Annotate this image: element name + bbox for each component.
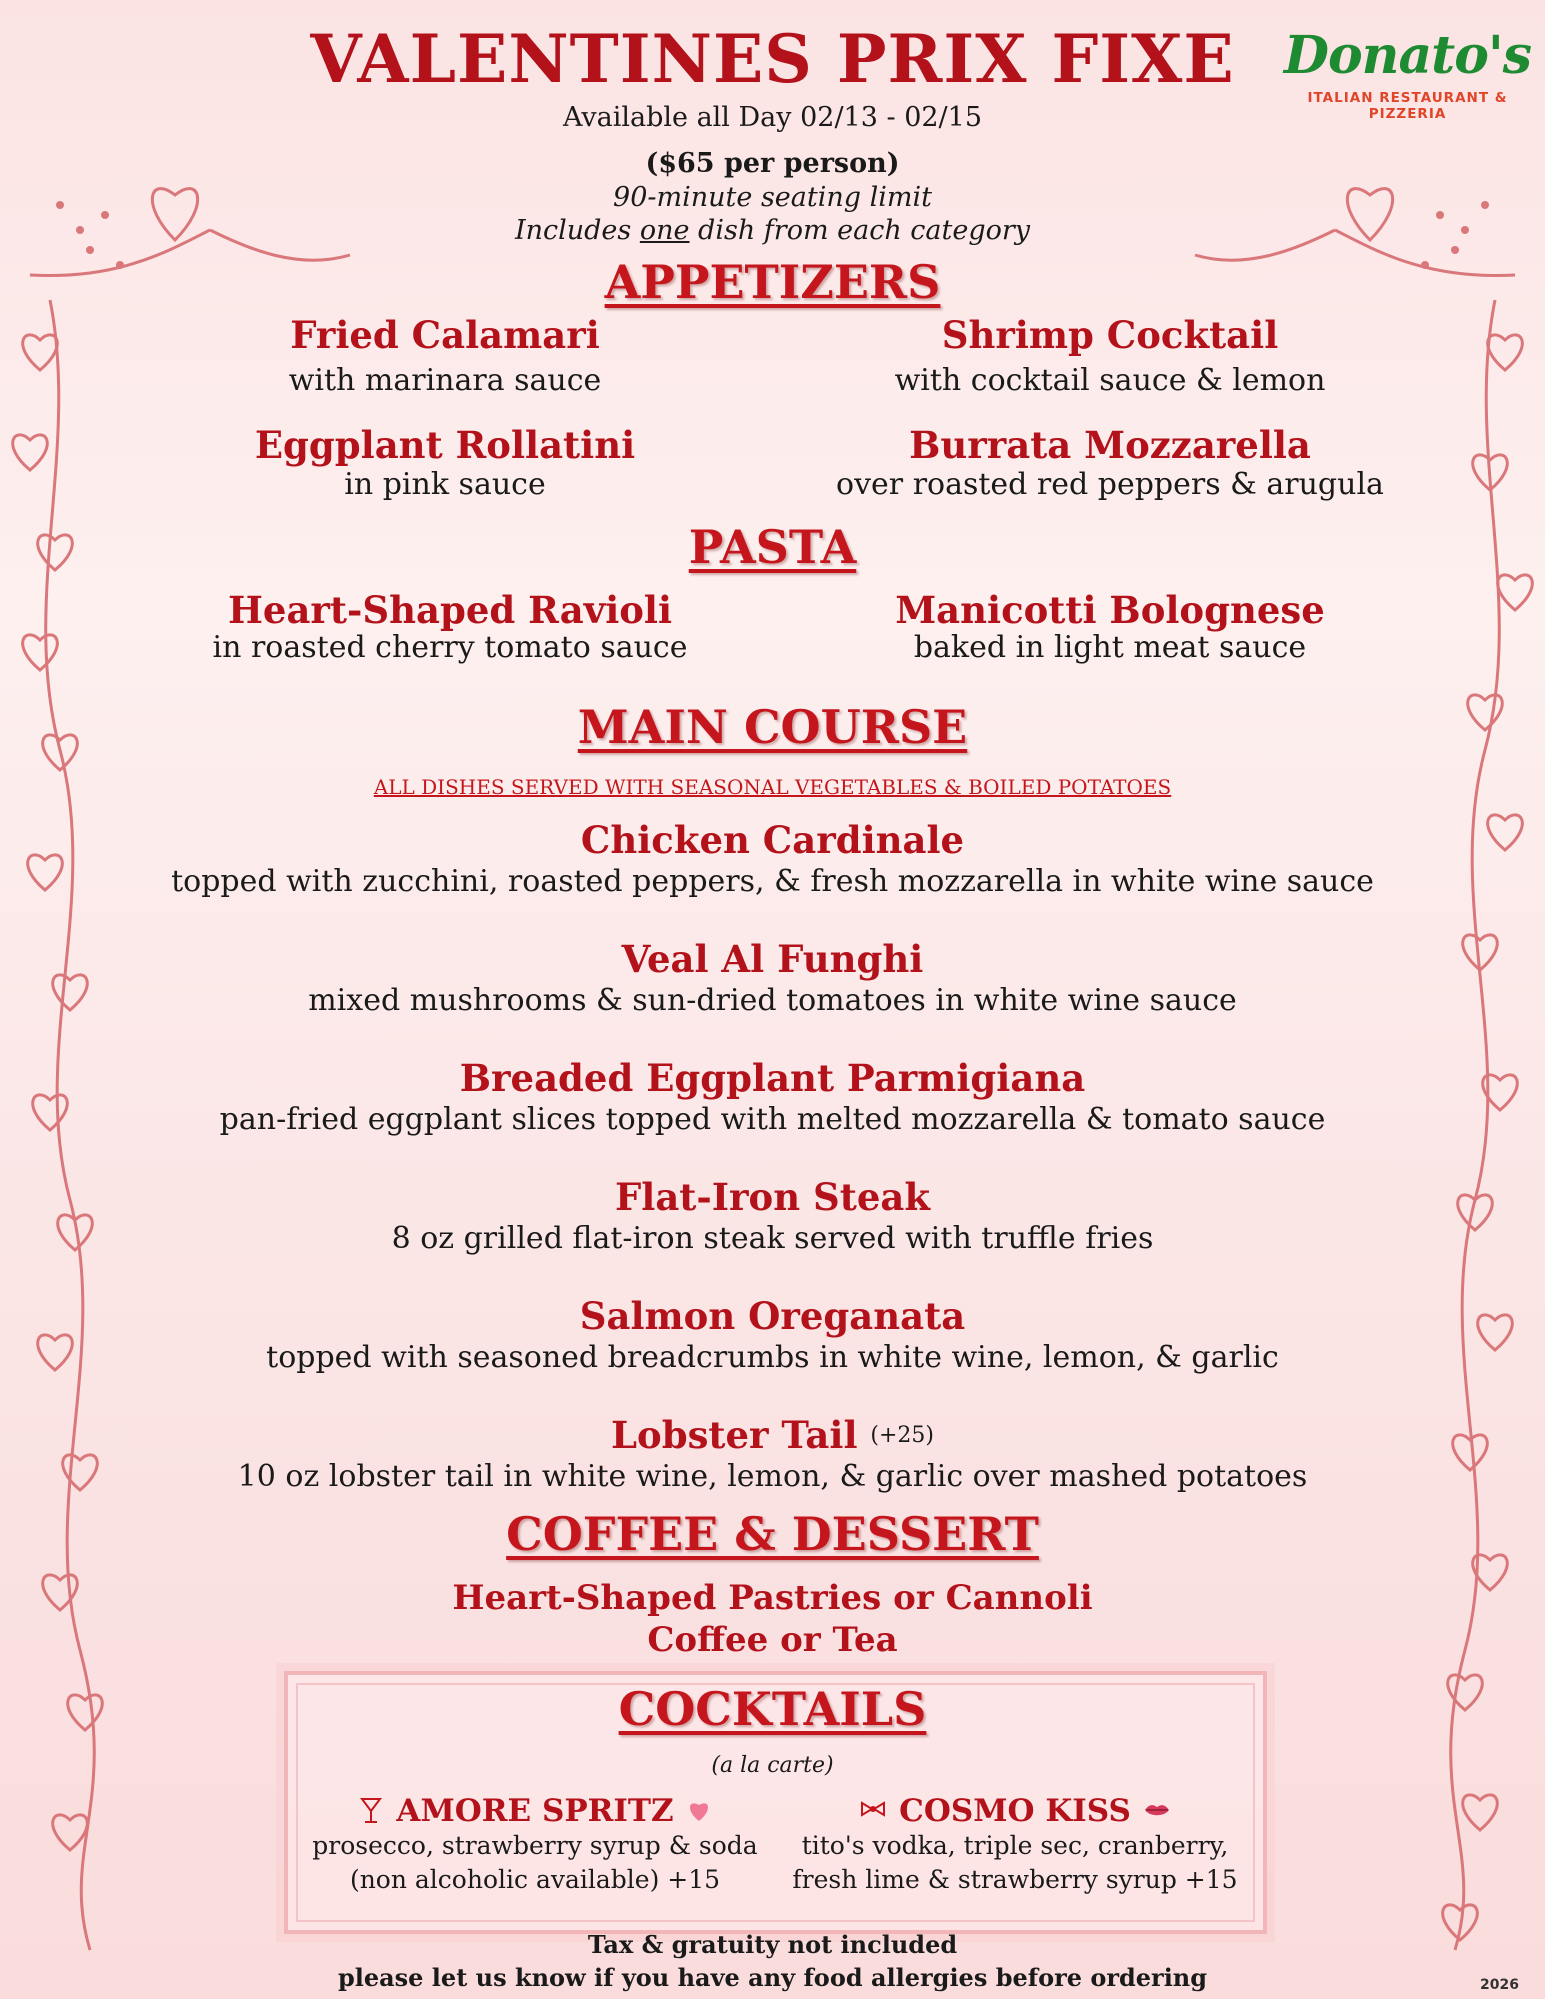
menu-item: Burrata Mozzarella over roasted red peppers & arugula — [836, 423, 1384, 502]
main-course-note: ALL DISHES SERVED WITH SEASONAL VEGETABLES & BOILED POTATOES — [373, 775, 1172, 799]
appetizers-heading: APPETIZERS — [604, 255, 941, 309]
menu-item: Salmon Oreganata topped with seasoned breadcrumbs in white wine, lemon, & garlic — [266, 1294, 1279, 1375]
cocktails-heading: COCKTAILS — [618, 1682, 927, 1736]
cocktail-item: AMORE SPRITZ prosecco, strawberry syrup & soda (non alcoholic available) +15 — [312, 1793, 758, 1894]
logo-subtitle: ITALIAN RESTAURANT & PIZZERIA — [1307, 90, 1508, 122]
menu-item: Eggplant Rollatini in pink sauce — [254, 423, 636, 502]
price: ($65 per person) — [645, 148, 900, 179]
menu-item: Breaded Eggplant Parmigiana pan-fried eggplant slices topped with melted mozzarella & tomato sauce — [219, 1056, 1326, 1137]
menu-item: Flat-Iron Steak 8 oz grilled flat-iron steak served with truffle fries — [391, 1175, 1154, 1256]
ribbon-icon — [858, 1795, 888, 1825]
menu-item: Lobster Tail (+25) 10 oz lobster tail in white wine, lemon, & garlic over mashed potatoes — [237, 1413, 1308, 1494]
menu-item: Heart-Shaped Ravioli in roasted cherry tomato sauce — [212, 588, 688, 665]
menu-item: Shrimp Cocktail with cocktail sauce & lemon — [894, 313, 1326, 398]
menu-item: Chicken Cardinale topped with zucchini, roasted peppers, & fresh mozzarella in white wine sauce — [171, 818, 1374, 899]
tax-note: Tax & gratuity not included — [587, 1930, 958, 1959]
main-course-heading: MAIN COURSE — [577, 700, 968, 754]
menu-item: Veal Al Funghi mixed mushrooms & sun-dried tomatoes in white wine sauce — [308, 937, 1237, 1018]
logo-name: Donato's — [1283, 25, 1532, 86]
cocktail-glass-icon — [356, 1795, 386, 1825]
cocktail-item: COSMO KISS tito's vodka, triple sec, cranberry, fresh lime & strawberry syrup +15 — [792, 1793, 1238, 1894]
menu-title: VALENTINES PRIX FIXE — [310, 20, 1235, 98]
availability: Available all Day 02/13 - 02/15 — [562, 102, 983, 133]
menu-item: Manicotti Bolognese baked in light meat sauce — [895, 588, 1325, 665]
lips-icon — [1142, 1795, 1172, 1825]
coffee-line: Coffee or Tea — [647, 1620, 898, 1660]
heart-icon — [684, 1795, 714, 1825]
menu-item: Fried Calamari with marinara sauce — [288, 313, 602, 398]
pasta-heading: PASTA — [688, 520, 857, 574]
year-label: 2026 — [1480, 1977, 1519, 1993]
lobster-addon-price: (+25) — [870, 1423, 934, 1448]
includes-note: Includes one dish from each category — [514, 215, 1031, 246]
dessert-line: Heart-Shaped Pastries or Cannoli — [452, 1578, 1093, 1618]
allergy-note: please let us know if you have any food allergies before ordering — [337, 1963, 1208, 1992]
cocktails-subheading: (a la carte) — [711, 1753, 834, 1778]
dessert-heading: COFFEE & DESSERT — [506, 1507, 1039, 1561]
seating-limit: 90-minute seating limit — [613, 182, 932, 213]
